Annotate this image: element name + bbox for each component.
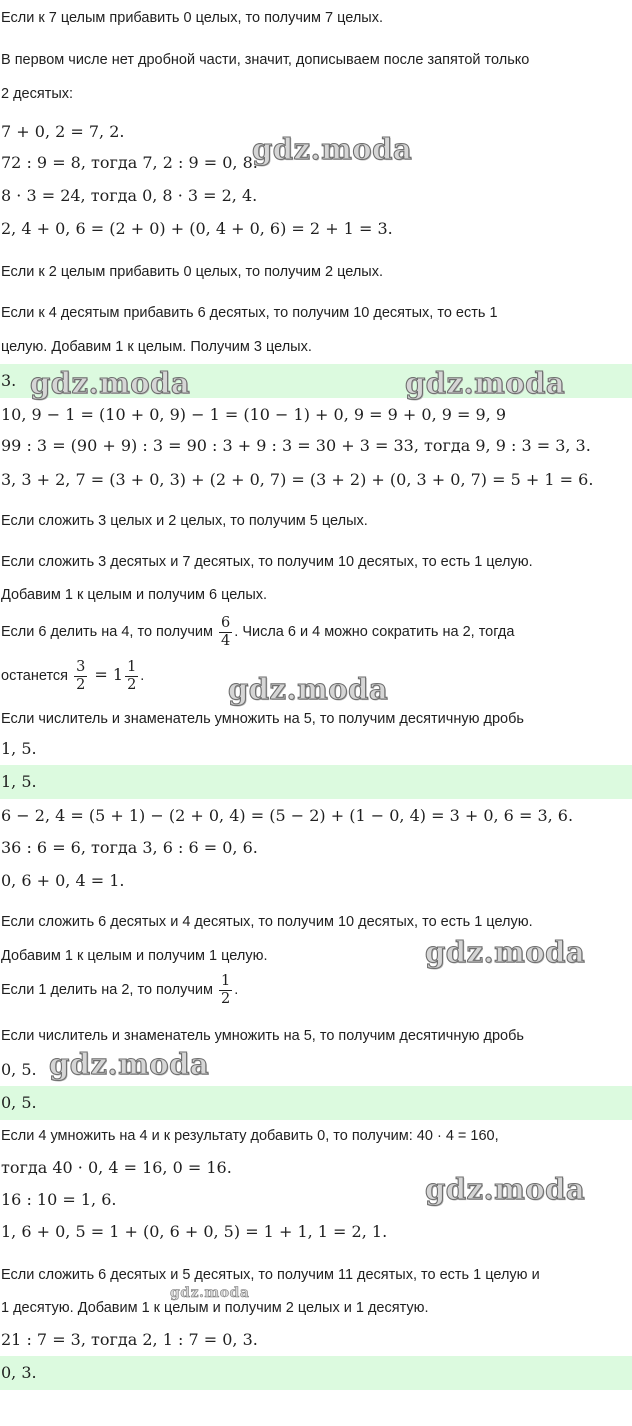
equation-line: 16 : 10 = 1, 6. (1, 1190, 117, 1209)
answer-line: 0, 3. (1, 1363, 37, 1382)
equation-line: 10, 9 − 1 = (10 + 0, 9) − 1 = (10 − 1) + 0, 9 = 9 + 0, 9 = 9, 9 (1, 405, 507, 424)
fraction-denominator: 2 (221, 990, 231, 1007)
fraction-denominator: 2 (127, 676, 137, 693)
text-line: Если сложить 6 десятых и 5 десятых, то получим 11 десятых, то есть 1 целую и (1, 1267, 540, 1283)
equation-line: 2, 4 + 0, 6 = (2 + 0) + (0, 4 + 0, 6) = 2 + 1 = 3. (1, 219, 393, 238)
equation-line: 21 : 7 = 3, тогда 2, 1 : 7 = 0, 3. (1, 1330, 258, 1349)
text-segment: останется (1, 668, 73, 684)
answer-line: 3. (1, 371, 17, 390)
equation-line: 0, 6 + 0, 4 = 1. (1, 871, 125, 890)
text-segment: Если 6 делить на 4, то получим (1, 624, 218, 640)
text-line: 1 десятую. Добавим 1 к целым и получим 2 целых и 1 десятую. (1, 1300, 429, 1316)
text-line: Если сложить 3 десятых и 7 десятых, то получим 10 десятых, то есть 1 целую. (1, 554, 533, 570)
fraction-line (0, 970, 632, 1010)
equation-line: 1, 6 + 0, 5 = 1 + (0, 6 + 0, 5) = 1 + 1, 1 = 2, 1. (1, 1222, 388, 1241)
text-line: Добавим 1 к целым и получим 1 целую. (1, 948, 268, 964)
fraction-line (0, 612, 632, 652)
text-line: Добавим 1 к целым и получим 6 целых. (1, 587, 268, 603)
equation-line: 8 · 3 = 24, тогда 0, 8 · 3 = 2, 4. (1, 186, 258, 205)
watermark-logo: gdz.moda (425, 935, 586, 969)
watermark-logo: gdz.moda (228, 672, 389, 706)
fraction-numerator: 6 (221, 614, 231, 631)
text-line: Если 4 умножить на 4 и к результату добавить 0, то получим: 40 · 4 = 160, (1, 1128, 499, 1144)
text-segment: . Числа 6 и 4 можно сократить на 2, тогда (234, 624, 515, 640)
equation-line: 3, 3 + 2, 7 = (3 + 0, 3) + (2 + 0, 7) = (3 + 2) + (0, 3 + 0, 7) = 5 + 1 = 6. (1, 470, 594, 489)
text-segment: Если 1 делить на 2, то получим (1, 982, 218, 998)
text-line: 2 десятых: (1, 86, 74, 102)
watermark-logo: gdz.moda (49, 1047, 210, 1081)
watermark-logo: gdz.moda (425, 1172, 586, 1206)
fraction-numerator: 3 (76, 658, 86, 675)
text-line: Если к 7 целым прибавить 0 целых, то получим 7 целых. (1, 10, 384, 26)
fraction (74, 659, 87, 694)
equation-line: 1, 5. (1, 739, 37, 758)
text-segment: . (140, 668, 145, 684)
fraction-denominator: 4 (221, 632, 231, 649)
fraction (219, 973, 232, 1008)
watermark-logo: gdz.moda (170, 1285, 250, 1301)
fraction-numerator: 1 (127, 658, 137, 675)
text-segment: = 1 (89, 665, 124, 684)
watermark-logo: gdz.moda (252, 132, 413, 166)
equation-line: 72 : 9 = 8, тогда 7, 2 : 9 = 0, 8. (1, 153, 258, 172)
answer-line: 1, 5. (1, 772, 37, 791)
text-line: Если числитель и знаменатель умножить на 5, то получим десятичную дробь (1, 711, 524, 727)
text-segment: . (234, 982, 239, 998)
text-line: Если сложить 3 целых и 2 целых, то получим 5 целых. (1, 513, 368, 529)
fraction (125, 659, 138, 694)
watermark-logo: gdz.moda (30, 366, 191, 400)
text-line: Если сложить 6 десятых и 4 десятых, то получим 10 десятых, то есть 1 целую. (1, 914, 533, 930)
equation-line: 0, 5. (1, 1060, 37, 1079)
fraction-denominator: 2 (76, 676, 86, 693)
equation-line: 99 : 3 = (90 + 9) : 3 = 90 : 3 + 9 : 3 = 30 + 3 = 33, тогда 9, 9 : 3 = 3, 3. (1, 436, 591, 455)
equation-line: 36 : 6 = 6, тогда 3, 6 : 6 = 0, 6. (1, 838, 258, 857)
watermark-logo: gdz.moda (405, 366, 566, 400)
fraction (219, 615, 232, 650)
text-line: Если к 4 десятым прибавить 6 десятых, то получим 10 десятых, то есть 1 (1, 305, 498, 321)
text-line: Если к 2 целым прибавить 0 целых, то получим 2 целых. (1, 264, 384, 280)
fraction-numerator: 1 (221, 972, 231, 989)
equation-line: 7 + 0, 2 = 7, 2. (1, 122, 125, 141)
text-line: В первом числе нет дробной части, значит, дописываем после запятой только (1, 52, 530, 68)
equation-line: тогда 40 · 0, 4 = 16, 0 = 16. (1, 1158, 232, 1177)
text-line: целую. Добавим 1 к целым. Получим 3 целых. (1, 339, 312, 355)
equation-line: 6 − 2, 4 = (5 + 1) − (2 + 0, 4) = (5 − 2) + (1 − 0, 4) = 3 + 0, 6 = 3, 6. (1, 806, 574, 825)
answer-line: 0, 5. (1, 1093, 37, 1112)
text-line: Если числитель и знаменатель умножить на 5, то получим десятичную дробь (1, 1028, 524, 1044)
